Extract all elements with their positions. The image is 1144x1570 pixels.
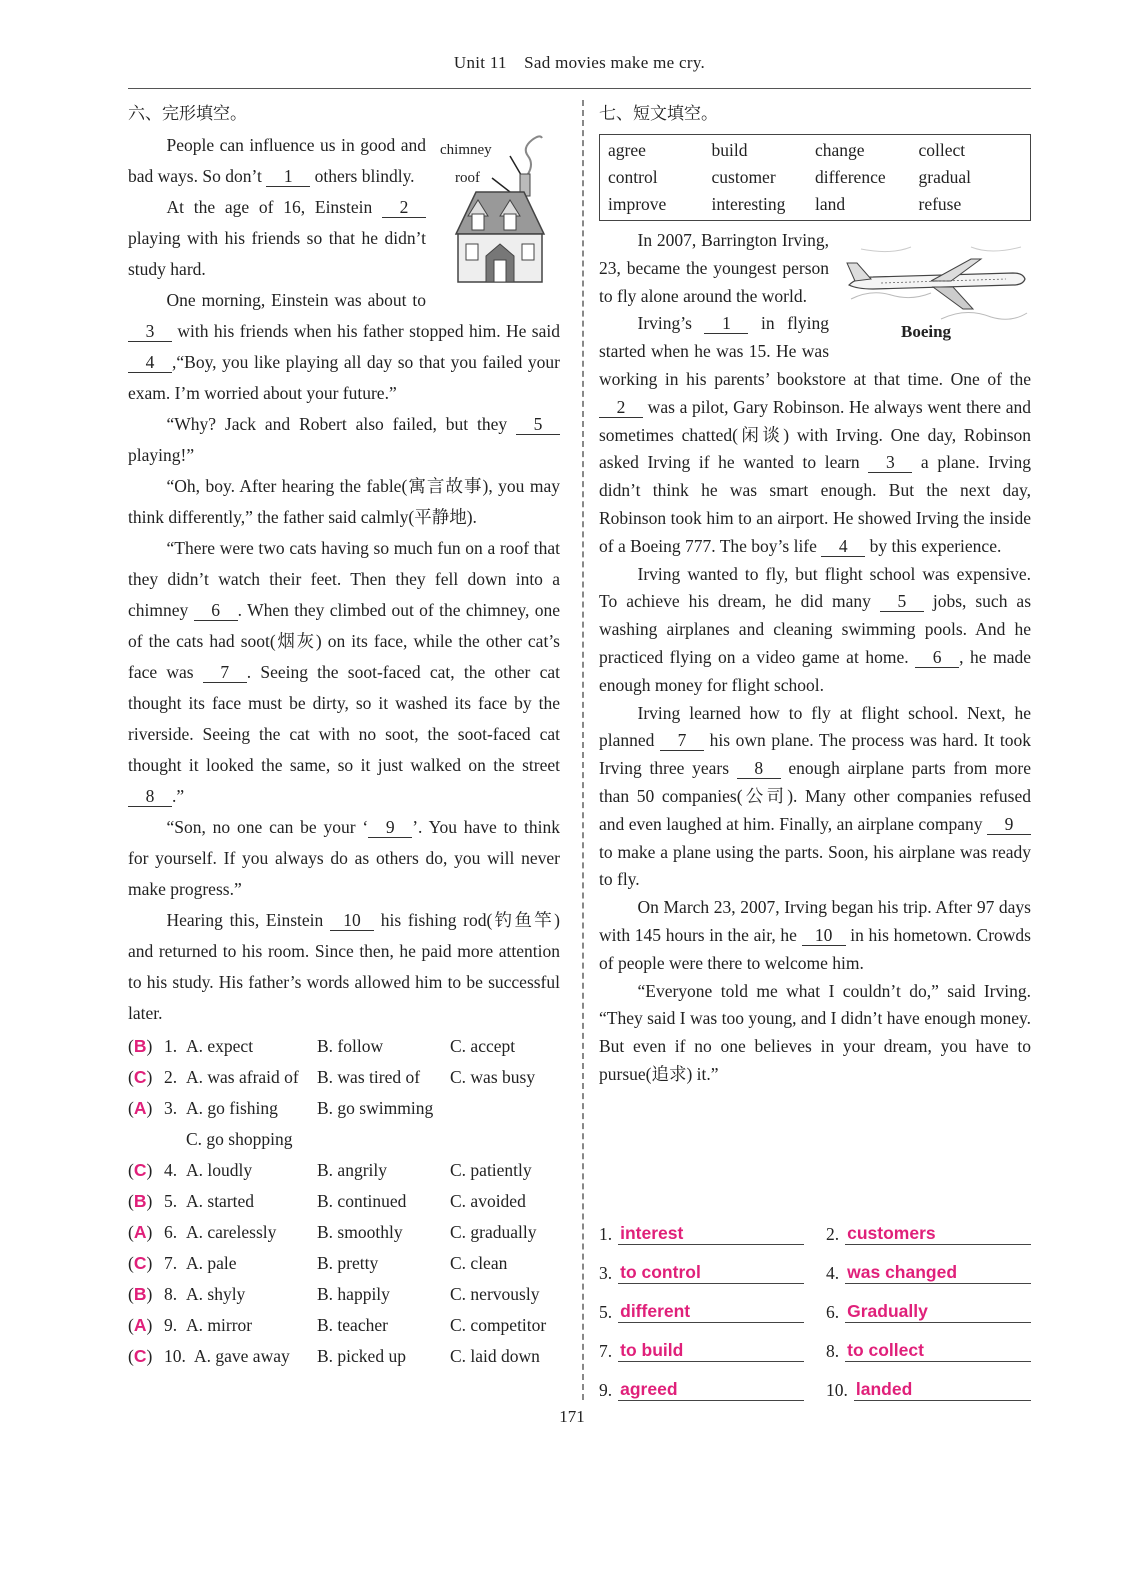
options-list <box>128 1031 560 1372</box>
answer-field[interactable]: different <box>618 1300 804 1323</box>
answer-letter: C <box>133 1253 147 1273</box>
option-a[interactable]: A. pale <box>186 1253 237 1273</box>
option-c[interactable]: C. patiently <box>450 1160 532 1180</box>
option-a[interactable]: A. mirror <box>186 1315 253 1335</box>
paragraph: “Son, no one can be your ‘ 9 ’. You have to think for yourself. If you always do as others do, you will never make progress.” <box>128 817 560 899</box>
answer-field[interactable]: landed <box>854 1378 1031 1401</box>
paragraph: Irving wanted to fly, but flight school was expensive. To achieve his dream, he did many 5 jobs, such as washing airplanes and cleaning swimming pools. And he practiced flying on a video game at home. 6 , he made enough money for flight school. <box>599 563 1032 695</box>
option-a[interactable]: A. expect <box>186 1036 254 1056</box>
word-option: customer <box>711 167 776 187</box>
paragraph: Irving learned how to fly at flight school. Next, he planned 7 his own plane. The process was hard. It took Irving three years 8 enough airplane parts from more than 50 companies(公司). Many other companies refused and even laughed at him. Finally, an airplane company 9 to make a plane using the parts. Soon, his airplane was ready to fly. <box>599 702 1031 890</box>
option-row: (A) 3. A. go fishing B. go swimming <box>128 1093 560 1124</box>
answer-letter: B <box>133 1036 147 1056</box>
answer-field[interactable]: to collect <box>845 1339 1031 1362</box>
word-option: collect <box>918 140 966 160</box>
blank-7[interactable]: 7 <box>660 730 704 751</box>
word-box <box>599 134 1031 221</box>
option-b[interactable]: B. continued <box>317 1191 407 1211</box>
answer-field[interactable]: Gradually <box>845 1300 1031 1323</box>
option-c[interactable]: C. competitor <box>450 1315 547 1335</box>
blank-9[interactable]: 9 <box>368 817 412 838</box>
answer-letter: B <box>133 1191 147 1211</box>
blank-8[interactable]: 8 <box>128 786 172 807</box>
word-option: change <box>815 140 865 160</box>
blank-1[interactable]: 1 <box>704 313 748 334</box>
house-illustration <box>440 134 560 284</box>
word-option: control <box>608 167 658 187</box>
option-a[interactable]: A. started <box>186 1191 255 1211</box>
option-b[interactable]: B. go swimming <box>317 1098 434 1118</box>
option-row <box>128 1124 560 1155</box>
answer-item: 9. agreed <box>599 1378 804 1401</box>
airplane-icon <box>841 229 1031 341</box>
option-a[interactable]: A. carelessly <box>186 1222 277 1242</box>
paragraph: Irving’s 1 in flying started when he was 15. He was working in his parents’ bookstore at that time. One of the 2 was a pilot, Gary Robinson. He always went there and sometimes chatted(闲谈) with Irving. One day, Robinson asked Irving if he wanted to learn 3 a plane. Irving didn’t think he was smart enough. But the next day, Robinson took him to an airport. He showed Irving the inside of a Boeing 777. The boy’s life 4 by this experience. <box>599 313 1031 556</box>
option-c[interactable]: C. accept <box>450 1036 516 1056</box>
option-b[interactable]: B. was tired of <box>317 1067 421 1087</box>
answer-letter: A <box>133 1315 147 1335</box>
blank-6[interactable]: 6 <box>194 600 238 621</box>
blank-2[interactable]: 2 <box>599 397 643 418</box>
page-number: 171 <box>559 1407 585 1426</box>
house-icon <box>440 134 560 284</box>
option-row: (C) 10. A. gave away B. picked up C. laid down <box>128 1341 560 1372</box>
answer-field[interactable]: to control <box>618 1261 804 1284</box>
option-row: (B) 5. A. started B. continued C. avoided <box>128 1186 560 1217</box>
cloze-section <box>128 98 560 1372</box>
word-option: difference <box>815 167 886 187</box>
blank-4[interactable]: 4 <box>128 352 172 373</box>
answer-letter: C <box>133 1346 147 1366</box>
option-row: (B) 8. A. shyly B. happily C. nervously <box>128 1279 560 1310</box>
option-a[interactable]: A. was afraid of <box>186 1067 299 1087</box>
answer-item: 5. different <box>599 1300 804 1323</box>
roof-label: roof <box>455 170 480 186</box>
blank-7[interactable]: 7 <box>203 662 247 683</box>
word-fill-section <box>599 98 1031 1089</box>
word-option: interesting <box>711 194 786 214</box>
paragraph: On March 23, 2007, Irving began his trip. After 97 days with 145 hours in the air, he 10 in his hometown. Crowds of people were there to welcome him. <box>599 897 1031 973</box>
paragraph: “Everyone told me what I couldn’t do,” said Irving. “They said I was too young, and I didn’t have enough money. But even if no one believes in your dream, you have to pursue(追求) it.” <box>599 980 1031 1084</box>
answer-field[interactable]: customers <box>845 1222 1031 1245</box>
option-b[interactable]: B. teacher <box>317 1315 388 1335</box>
chimney-label: chimney <box>440 142 492 158</box>
word-option: land <box>815 194 846 214</box>
word-option: agree <box>608 140 646 160</box>
answer-item: 6. Gradually <box>826 1300 1031 1323</box>
answer-item: 2. customers <box>826 1222 1031 1245</box>
option-c[interactable]: C. nervously <box>450 1284 540 1304</box>
answer-lines <box>599 1206 1031 1401</box>
blank-1[interactable]: 1 <box>266 166 310 187</box>
answer-item: 10. landed <box>826 1378 1031 1401</box>
option-row: (B) 1. A. expect B. follow C. accept <box>128 1031 560 1062</box>
option-c[interactable]: C. laid down <box>450 1346 540 1366</box>
word-option: improve <box>608 194 667 214</box>
blank-5[interactable]: 5 <box>516 414 560 435</box>
paragraph: One morning, Einstein was about to 3 with his friends when his father stopped him. He said 4 ,“Boy, you like playing all day so that you failed your exam. I’m worried about your future.” <box>128 290 560 403</box>
option-row: (C) 4. A. loudly B. angrily C. patiently <box>128 1155 560 1186</box>
boeing-label: Boeing <box>901 322 952 341</box>
answer-letter: A <box>133 1222 147 1242</box>
option-row: (A) 9. A. mirror B. teacher C. competitor <box>128 1310 560 1341</box>
blank-5[interactable]: 5 <box>880 591 924 612</box>
blank-4[interactable]: 4 <box>821 536 865 557</box>
answer-letter: B <box>133 1284 147 1304</box>
word-option: build <box>711 140 748 160</box>
option-b[interactable]: B. smoothly <box>317 1222 403 1242</box>
page-header: Unit 11 Sad movies make me cry. <box>453 53 706 72</box>
option-b[interactable]: B. pretty <box>317 1253 379 1273</box>
answer-letter: A <box>133 1098 147 1118</box>
header-rule <box>128 88 1031 89</box>
answer-letter: C <box>133 1067 147 1087</box>
answer-item: 3. to control <box>599 1261 804 1284</box>
option-c[interactable]: C. clean <box>450 1253 508 1273</box>
answer-item: 4. was changed <box>826 1261 1031 1284</box>
column-divider <box>582 100 584 1400</box>
paragraph: At the age of 16, Einstein 2 playing with his friends so that he didn’t study hard. <box>128 197 426 279</box>
option-a[interactable]: A. shyly <box>186 1284 246 1304</box>
paragraph: “Why? Jack and Robert also failed, but they 5 playing!” <box>128 409 560 471</box>
option-a[interactable]: A. go fishing <box>186 1098 278 1118</box>
answer-item: 8. to collect <box>826 1339 1031 1362</box>
blank-8[interactable]: 8 <box>737 758 781 779</box>
blank-3[interactable]: 3 <box>128 321 172 342</box>
blank-2[interactable]: 2 <box>382 197 426 218</box>
answer-field[interactable]: interest <box>618 1222 804 1245</box>
option-c[interactable]: C. go shopping <box>186 1129 293 1149</box>
blank-10[interactable]: 10 <box>802 925 846 946</box>
option-c[interactable]: C. was busy <box>450 1067 536 1087</box>
option-b[interactable]: B. angrily <box>317 1160 387 1180</box>
option-row: (C) 2. A. was afraid of B. was tired of C. was busy <box>128 1062 560 1093</box>
option-b[interactable]: B. picked up <box>317 1346 406 1366</box>
option-b[interactable]: B. follow <box>317 1036 384 1056</box>
paragraph: Hearing this, Einstein 10 his fishing rod(钓鱼竿) and returned to his room. Since then, he paid more attention to his study. His father’s words allowed him to be successful later. <box>128 910 560 1023</box>
blank-10[interactable]: 10 <box>330 910 374 931</box>
paragraph: “Oh, boy. After hearing the fable(寓言故事), you may think differently,” the father said calmly(平静地). <box>128 476 560 527</box>
option-b[interactable]: B. happily <box>317 1284 390 1304</box>
word-option: refuse <box>918 194 962 214</box>
option-row: (A) 6. A. carelessly B. smoothly C. gradually <box>128 1217 560 1248</box>
option-a[interactable]: A. loudly <box>186 1160 253 1180</box>
option-c[interactable]: C. avoided <box>450 1191 526 1211</box>
answer-field[interactable]: agreed <box>618 1378 804 1401</box>
answer-field[interactable]: to build <box>618 1339 804 1362</box>
paragraph: People can influence us in good and bad ways. So don’t 1 others blindly. <box>128 135 426 186</box>
word-option: gradual <box>918 167 971 187</box>
paragraph: In 2007, Barrington Irving, 23, became the youngest person to fly alone around the world. <box>599 230 829 306</box>
option-c[interactable]: C. gradually <box>450 1222 537 1242</box>
blank-3[interactable]: 3 <box>868 452 912 473</box>
blank-6[interactable]: 6 <box>915 647 959 668</box>
section-title-cloze: 六、完形填空。 <box>128 104 247 124</box>
option-a[interactable]: A. gave away <box>194 1346 290 1366</box>
boeing-illustration <box>841 229 1031 341</box>
section-title-word-fill: 七、短文填空。 <box>599 104 718 124</box>
answer-item: 1. interest <box>599 1222 804 1245</box>
blank-9[interactable]: 9 <box>987 814 1031 835</box>
answer-field[interactable]: was changed <box>845 1261 1031 1284</box>
paragraph: “There were two cats having so much fun on a roof that they didn’t watch their feet. Then they fell down into a chimney 6 . When they climbed out of the chimney, one of the cats had soot(烟灰) on its face, while the other cat’s face was 7 . Seeing the soot-faced cat, the other cat thought its face must be dirty, so it washed its face by the riverside. Seeing the cat with no soot, the soot-faced cat thought it looked the same, so it just walked on the street 8 .” <box>128 538 560 806</box>
option-row: (C) 7. A. pale B. pretty C. clean <box>128 1248 560 1279</box>
answer-item: 7. to build <box>599 1339 804 1362</box>
answer-letter: C <box>133 1160 147 1180</box>
